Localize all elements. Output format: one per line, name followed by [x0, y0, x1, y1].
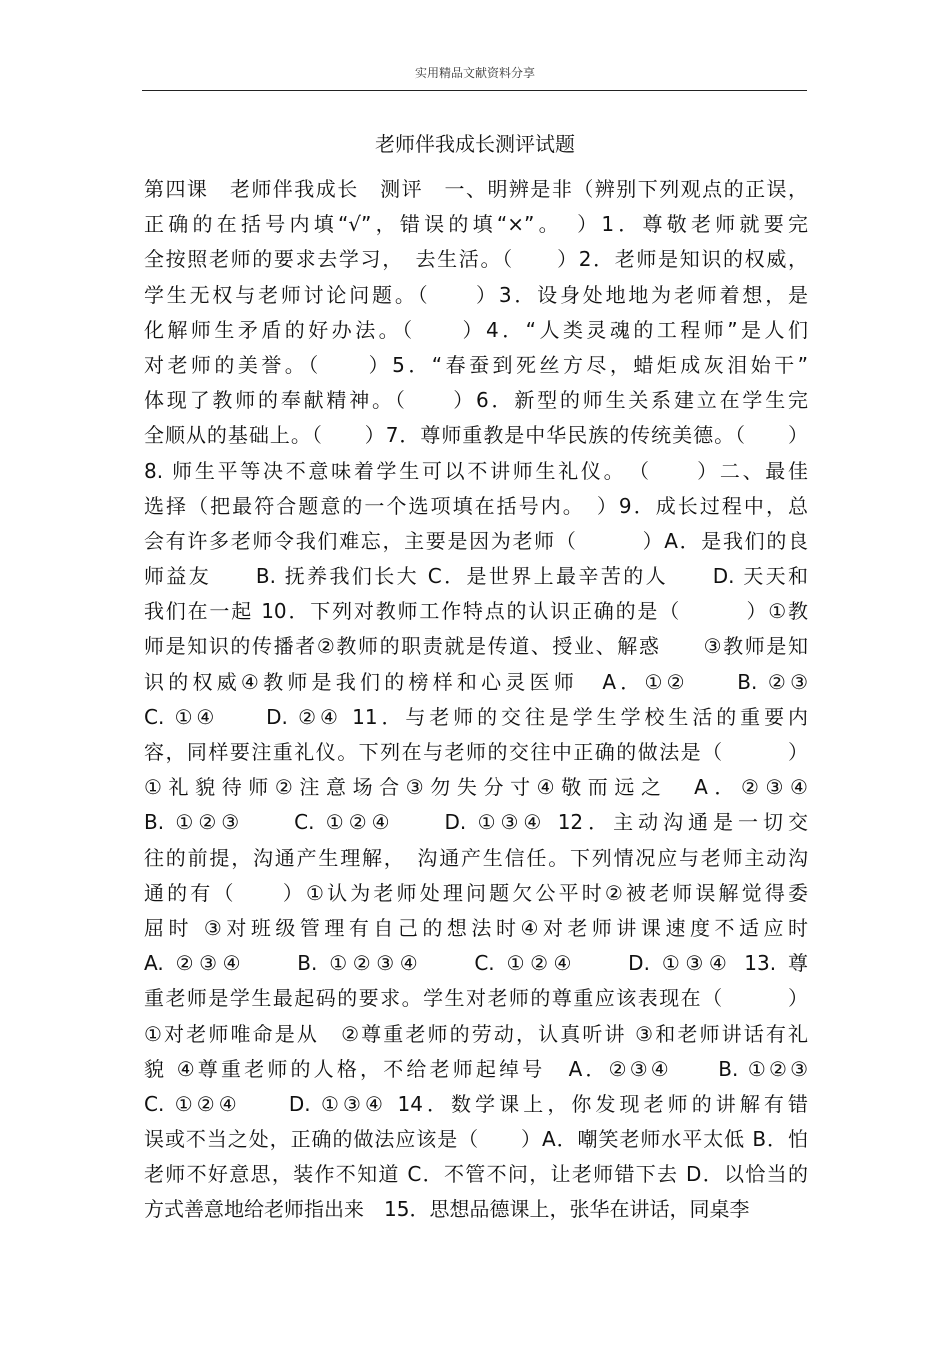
text-line: 8. 师生平等决不意味着学生可以不讲师生礼仪。 （ ）二、最佳 [144, 458, 808, 483]
text-line: 重老师是学生最起码的要求。学生对老师的尊重应该表现在（ ） [144, 986, 808, 1011]
text-line: 貌 ④尊重老师的人格，不给老师起绰号 A．②③④ B. ①②③ [144, 1056, 808, 1081]
text-line: 体现了教师的奉献精神。（ ）6．新型的师生关系建立在学生完 [144, 388, 808, 413]
text-line: 方式善意地给老师指出来 15．思想品德课上，张华在讲话，同桌李 [144, 1197, 750, 1222]
text-line: 师是知识的传播者②教师的职责就是传道、授业、解惑 ③教师是知 [144, 634, 808, 659]
text-line: A. ②③④ B. ①②③④ C. ①②④ D. ①③④ 13. 尊 [144, 951, 808, 976]
text-line: 全顺从的基础上。（ ）7．尊师重教是中华民族的传统美德。（ ） [144, 423, 808, 448]
document-body [144, 172, 808, 1228]
text-line: 屈时 ③对班级管理有自己的想法时④对老师讲课速度不适应时 [144, 915, 808, 940]
text-line: 容，同样要注重礼仪。下列在与老师的交往中正确的做法是（ ） [144, 740, 808, 764]
text-line: 全按照老师的要求去学习， 去生活。（ ）2．老师是知识的权威， [144, 247, 808, 272]
text-line: C. ①②④ D. ①③④ 14．数学课上，你发现老师的讲解有错 [144, 1091, 808, 1116]
text-line: 对老师的美誉。（ ）5．“春蚕到死丝方尽，蜡炬成灰泪始干” [144, 352, 808, 377]
page-header: 实用精品文献资料分享 [414, 66, 535, 80]
header-divider [142, 90, 807, 91]
text-line: 通的有（ ）①认为老师处理问题欠公平时②被老师误解觉得委 [144, 880, 808, 905]
text-line: 老师不好意思，装作不知道 C．不管不问，让老师错下去 D．以恰当的 [144, 1162, 808, 1187]
text-line: 师益友 B. 抚养我们长大 C．是世界上最辛苦的人 D. 天天和 [144, 564, 808, 589]
text-line: 选择（把最符合题意的一个选项填在括号内。 ）9．成长过程中，总 [144, 493, 808, 518]
text-line: 我们在一起 10．下列对教师工作特点的认识正确的是（ ）①教 [144, 599, 808, 624]
text-line: 正确的在括号内填“√”，错误的填“×”。 ）1．尊敬老师就要完 [144, 212, 808, 237]
text-line: 学生无权与老师讨论问题。（ ）3．设身处地地为老师着想，是 [144, 282, 808, 307]
text-line: ①对老师唯命是从 ②尊重老师的劳动，认真听讲 ③和老师讲话有礼 [144, 1021, 808, 1046]
text-line: ①礼貌待师②注意场合③勿失分寸④敬而远之 A．②③④ [144, 775, 808, 800]
document-title: 老师伴我成长测评试题 [375, 132, 575, 156]
text-line: 识的权威④教师是我们的榜样和心灵医师 A．①② B. ②③ [144, 669, 808, 694]
text-line: 误或不当之处，正确的做法应该是（ ）A．嘲笑老师水平太低 B．怕 [144, 1127, 808, 1152]
text-line: C. ①④ D. ②④ 11．与老师的交往是学生学校生活的重要内 [144, 704, 808, 729]
text-line: B. ①②③ C. ①②④ D. ①③④ 12．主动沟通是一切交 [144, 810, 808, 835]
text-line: 第四课 老师伴我成长 测评 一、明辨是非（辨别下列观点的正误， [144, 177, 808, 201]
text-line: 往的前提，沟通产生理解， 沟通产生信任。下列情况应与老师主动沟 [144, 845, 808, 870]
text-line: 化解师生矛盾的好办法。（ ）4．“人类灵魂的工程师”是人们 [144, 317, 808, 342]
text-line: 会有许多老师令我们难忘，主要是因为老师（ ）A．是我们的良 [144, 528, 808, 553]
